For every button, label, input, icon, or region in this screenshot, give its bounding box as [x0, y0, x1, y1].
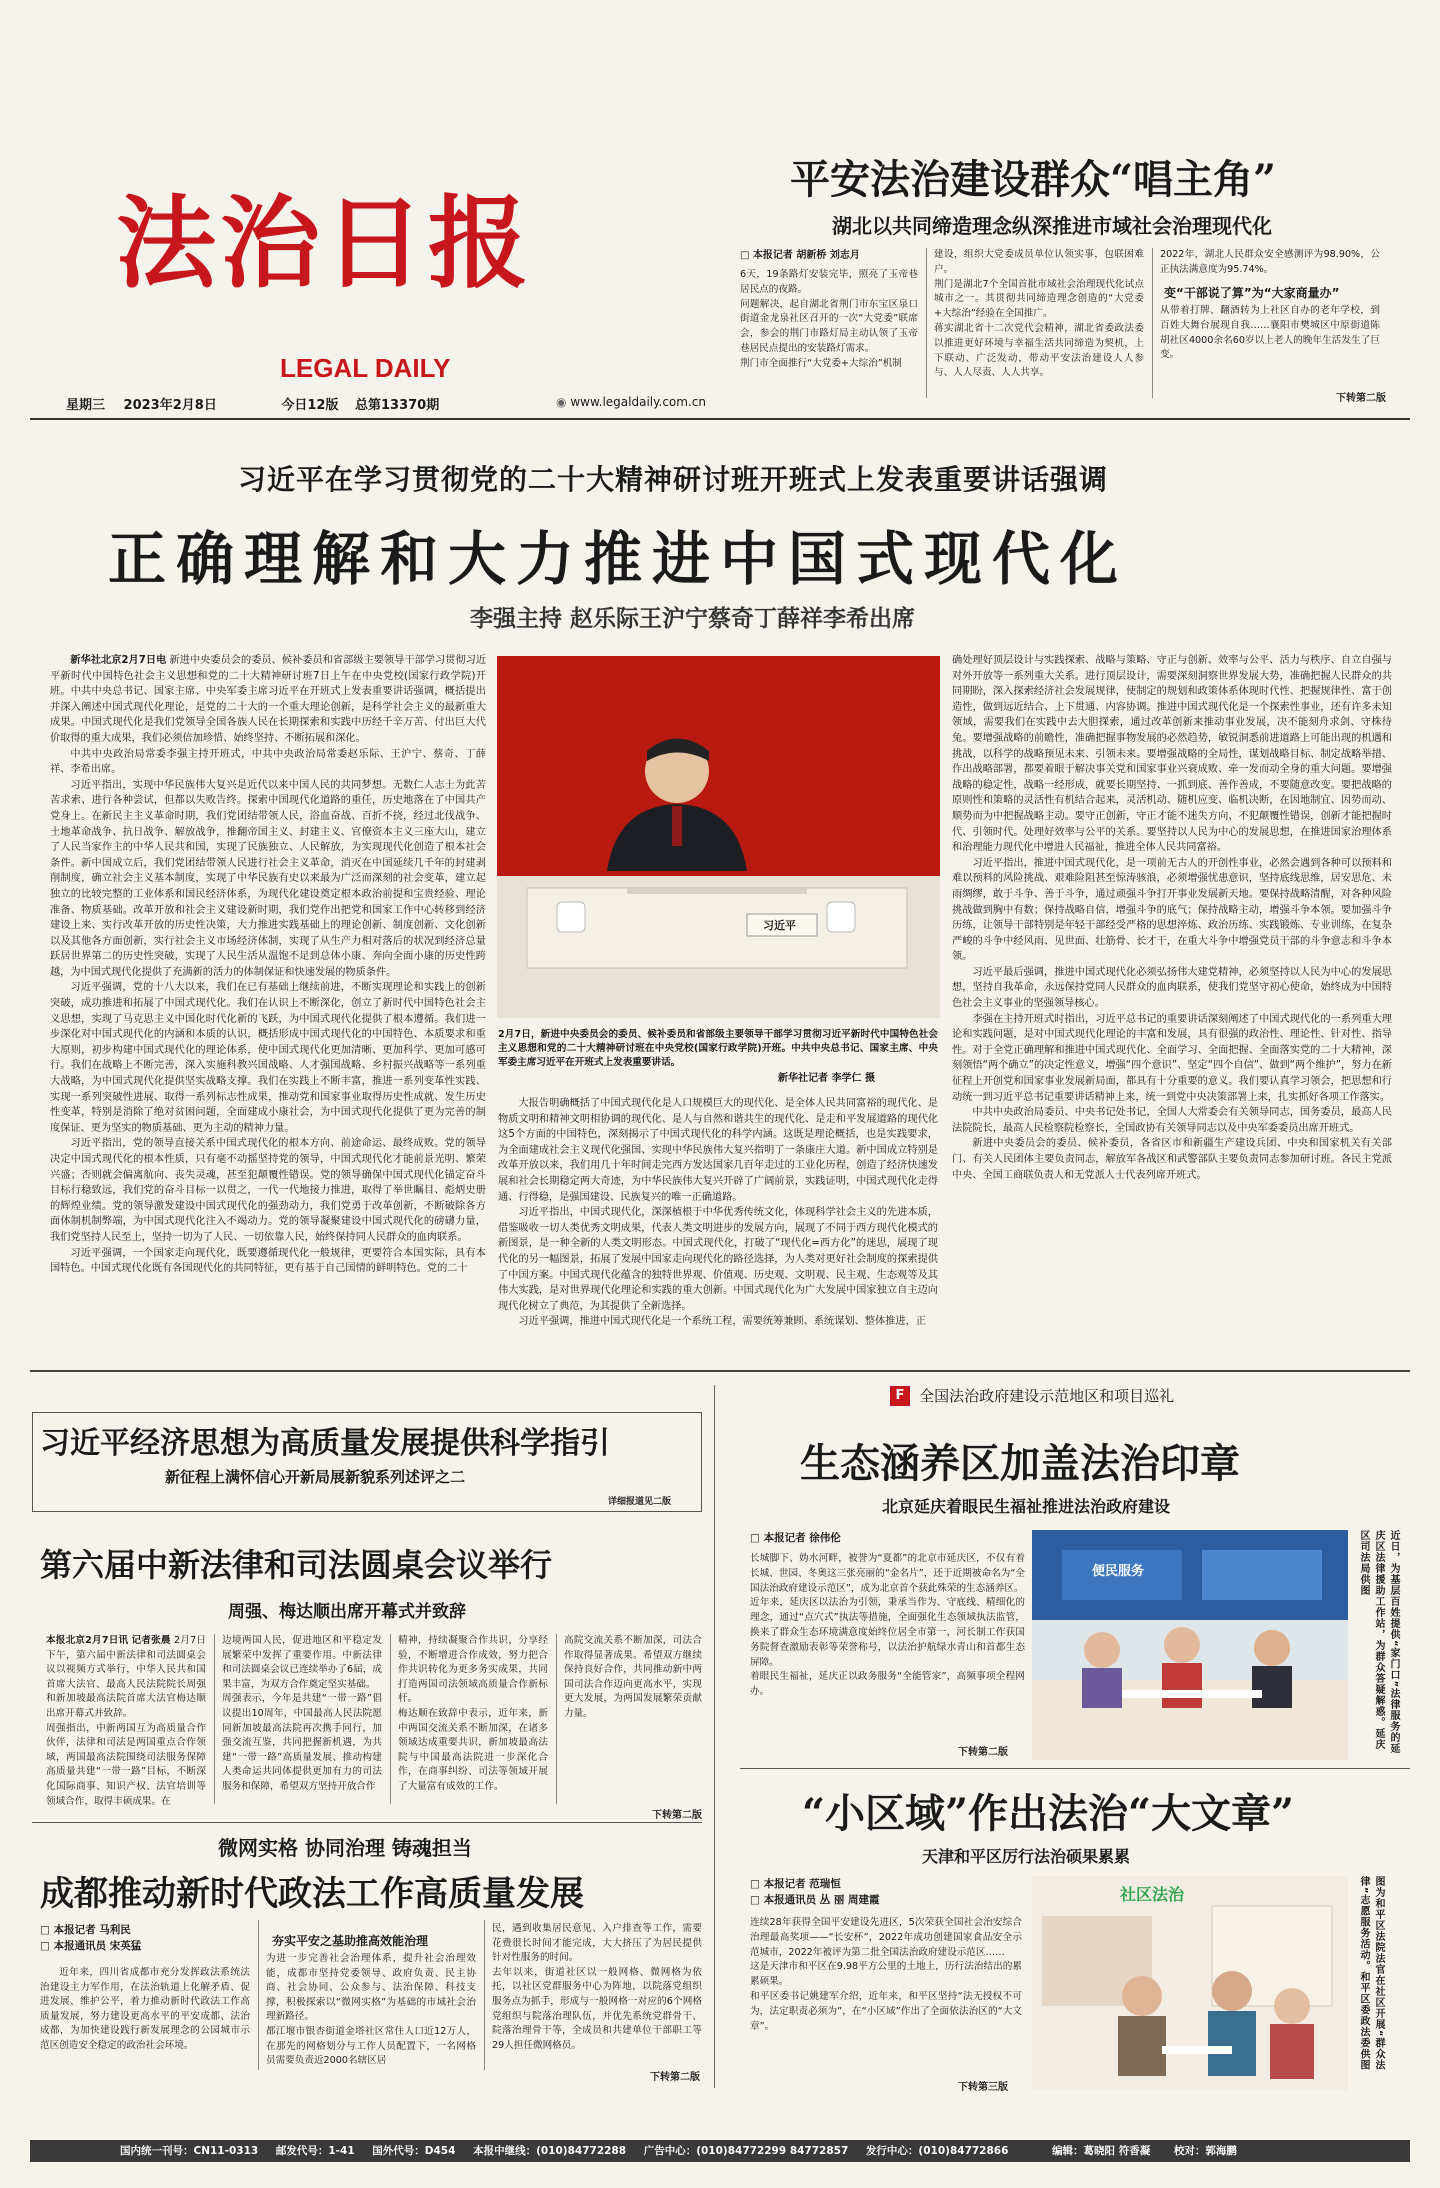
top-story-col3a: 2022年，湖北人民群众安全感测评为98.90%，公正执法满意度为95.74%。: [1160, 249, 1380, 275]
issue-date: 2023年2月8日: [123, 398, 217, 413]
globe-icon: ◉: [556, 395, 567, 409]
chengdu-jump[interactable]: 下转第二版: [650, 2072, 700, 2083]
footer-cn: 国内统一刊号：CN11-0313: [120, 2145, 259, 2157]
section-rule: [740, 1768, 1410, 1769]
website-link[interactable]: [556, 395, 706, 409]
yanqing-text: 长城脚下、妫水河畔，被誉为“夏都”的北京市延庆区，不仅有着长城、世园、冬奥这三张亮丽的“金名片”，还于近期被命名为“全国法治政府建设示范区”，成为北京首个获此殊荣的生态涵养区。 近年来，延庆区以法治为引领，秉承当作为、守底线、精细化的理念，通过“点穴式”执法等措施，全面强化生态领域执法监管，换来了群众生态环境满意度始终位居全市第一，河长制工作获国务院督查激励表彰等荣誉称号，以法治护航绿水青山和首都生态屏障。 着眼民生福祉，延庆正以政务服务“全能管家”，高频事项全程网办。: [750, 1553, 1025, 1698]
roundtable-col1: [46, 1634, 206, 1809]
main-kicker: 习近平在学习贯彻党的二十大精神研讨班开班式上发表重要讲话强调: [238, 463, 1109, 496]
top-story-col3b: 从带着打牌、翻酒转为上社区自办的老年学校，到百姓大舞台展现自我……襄阳市樊城区中原街道陈胡社区4000余名60岁以上老人的晚年生活发生了巨变。: [1160, 305, 1380, 361]
footer-distribution: 发行中心：(010)84772866: [865, 2145, 1009, 2157]
top-story-col1: 6天，19条路灯安装完毕，照亮了玉帝巷居民点的夜路。 问题解决，起自湖北省荆门市东宝区泉口街道金龙泉社区召开的一次“大党委”联席会，参会的荆门市路灯局主动认领了玉帝巷居民点提出的安装路灯需求。 荆门市全面推行“大党委+大综治”机制: [740, 269, 918, 369]
main-paragraph: 习近平指出，推进中国式现代化，是一项前无古人的开创性事业，必然会遇到各种可以预料和难以预料的风险挑战、艰难险阻甚至惊涛骇浪，必须增强忧患意识，坚持底线思维，居安思危、未雨绸缪，敢于斗争、善于斗争，通过顽强斗争打开事业发展新天地。要保持战略清醒，对各种风险挑战做到胸中有数；保持战略自信，增强斗争的底气；保持战略主动，增强斗争本领。要加强斗争历练，让领导干部特别是年轻干部经受严格的思想淬炼、政治历练、实践锻炼、专业训练，在复杂严峻的斗争中经风雨、见世面、壮筋骨、长才干，在重大斗争中增强党员干部的斗争意志和斗争本领。: [952, 857, 1392, 963]
top-story-title[interactable]: 平安法治建设群众“唱主角”: [790, 156, 1277, 203]
main-photo-caption: 2月7日，新进中央委员会的委员、候补委员和省部级主要领导干部学习贯彻习近平新时代中国特色社会主义思想和党的二十大精神研讨班在中央党校(国家行政学院)开班。中共中央总书记、国家主席、中央军委主席习近平在开班式上发表重要讲话。: [498, 1029, 938, 1068]
footer-editors: 编辑：葛晓阳 符香凝: [1052, 2145, 1151, 2157]
photo-banner-text: 便民服务: [1092, 1564, 1145, 1579]
chengdu-byline2: □ 本报通讯员 宋英猛: [40, 1940, 142, 1952]
heping-byline2: □ 本报通讯员 丛 丽 周建霞: [750, 1894, 880, 1906]
dateline: 本报北京2月7日讯: [46, 1635, 129, 1646]
roundtable-title[interactable]: 第六届中新法律和司法圆桌会议举行: [40, 1546, 553, 1584]
paragraph-text: 新进中央委员会的委员、候补委员和省部级主要领导干部学习贯彻习近平新时代中国特色社会主义思想和党的二十大精神研讨班7日上午在中央党校(国家行政学院)开班。中共中央总书记、国家主席、中央军委主席习近平在开班式上发表重要讲话强调，概括提出并深入阐述中国式现代化理论，是党的二十大的一个重大理论创新，是科学社会主义的最新重大成果。中国式现代化是我们党领导全国各族人民在长期探索和实践中历经千辛万苦、付出巨大代价取得的重大成果，我们必须倍加珍惜、始终坚持、不断拓展和深化。: [50, 655, 486, 744]
yanqing-jump[interactable]: 下转第二版: [958, 1747, 1008, 1758]
section-rule: [30, 1370, 1410, 1372]
footer-postcode: 邮发代号：1-41: [275, 2145, 355, 2157]
series-banner: [890, 1385, 1174, 1406]
heping-title[interactable]: “小区域”作出法治“大文章”: [802, 1790, 1295, 1837]
reporter: 记者张晨: [131, 1635, 171, 1646]
page-count: 今日12版: [281, 398, 339, 413]
yanqing-photo-caption: 近日，为基层百姓提供“家门口”法律服务的延庆区法律援助工作站，为群众答疑解惑。延庆区司法局供图: [1358, 1530, 1399, 1755]
issue-number: 总第13370期: [354, 398, 440, 413]
chengdu-kicker: 微网实格 协同治理 铸魂担当: [218, 1836, 472, 1860]
col-divider: [258, 1920, 259, 2070]
col-divider: [484, 1920, 485, 2070]
footer-bar: [30, 2140, 1410, 2162]
top-story-byline: □ 本报记者 胡新桥 刘志月: [740, 250, 860, 261]
yanqing-subtitle: 北京延庆着眼民生福祉推进法治政府建设: [882, 1497, 1171, 1516]
main-paragraph: 确处理好顶层设计与实践探索、战略与策略、守正与创新、效率与公平、活力与秩序、自立自强与对外开放等一系列重大关系。进行顶层设计，需要深刻洞察世界发展大势，准确把握人民群众的共同期盼，深入探索经济社会发展规律，使制定的规划和政策体系体现时代性、把握规律性、富于创造性，做到远近结合、上下贯通、内容协调。推进中国式现代化是一个探索性事业，还有许多未知领域，需要我们在实践中去大胆探索，通过改革创新来推动事业发展，决不能刻舟求剑、守株待兔。要增强战略的前瞻性，准确把握事物发展的必然趋势，敏锐洞悉前进道路上可能出现的机遇和挑战，以科学的战略预见未来、引领未来。要增强战略的全局性，谋划战略目标、制定战略举措、作出战略部署，都要着眼于解决事关党和国家事业兴衰成败、牵一发而动全身的重大问题。要增强战略的稳定性，战略一经形成，就要长期坚持、一抓到底、善作善成，不要随意改变。要把战略的原则性和策略的灵活性有机结合起来，灵活机动、随机应变、临机决断，在因地制宜、因势而动、顺势而为中把握战略主动。要守正创新，守正才能不迷失方向、不犯颠覆性错误，创新才能把握时代、引领时代。处理好效率与公平的关系。要坚持以人民为中心的发展思想，在推进国家治理体系和治理能力现代化中增进人民福祉，推进全体人民共同富裕。: [952, 655, 1392, 854]
main-paragraph: 习近平强调，党的十八大以来，我们在已有基础上继续前进，不断实现理论和实践上的创新突破，成功推进和拓展了中国式现代化。我们在认识上不断深化，创立了新时代中国特色社会主义思想，实现了马克思主义中国化时代化新的飞跃，为中国式现代化提供了根本遵循。我们进一步深化对中国式现代化的内涵和本质的认识，概括形成中国式现代化的中国特色、本质要求和重大原则，初步构建中国式现代化的理论体系，使中国式现代化更加清晰、更加科学、更加可感可行。我们在战略上不断完善，深入实施科教兴国战略、人才强国战略、乡村振兴战略等一系列重大战略，为中国式现代化提供坚实战略支撑。我们在实践上不断丰富，推进一系列变革性实践、实现一系列突破性进展、取得一系列标志性成果，推动党和国家事业取得历史性成就、发生历史性变革，特别是消除了绝对贫困问题，全面建成小康社会，为中国式现代化提供了更为完善的制度保证、更为坚实的物质基础、更为主动的精神力量。: [50, 982, 486, 1134]
roundtable-subtitle: 周强、梅达顺出席开幕式并致辞: [228, 1602, 466, 1622]
commentary-subtitle: 新征程上满怀信心开新局展新貌系列述评之二: [165, 1468, 466, 1486]
yanqing-title[interactable]: 生态涵养区加盖法治印章: [800, 1440, 1240, 1487]
speaker-illustration: [497, 656, 940, 1018]
main-headline[interactable]: 正确理解和大力推进中国式现代化: [108, 525, 1129, 593]
main-paragraph: 习近平指出，实现中华民族伟大复兴是近代以来中国人民的共同梦想。无数仁人志士为此苦苦求索、进行各种尝试，但都以失败告终。探索中国现代化道路的重任，历史地落在了中国共产党身上。在新民主主义革命时期，我们党团结带领人民，浴血奋战、百折不挠，经过北伐战争、土地革命战争、抗日战争、解放战争，推翻帝国主义、封建主义、官僚资本主义三座大山，建立了人民当家作主的中华人民共和国，实现了民族独立、人民解放，为实现现代化创造了根本社会条件。新中国成立后，我们党团结带领人民进行社会主义革命，消灭在中国延续几千年的封建剥削制度，确立社会主义基本制度，实现了中华民族有史以来最为广泛而深刻的社会变革，建立起独立的比较完整的工业体系和国民经济体系，为现代化建设奠定根本政治前提和宝贵经验、理论准备、物质基础。改革开放和社会主义建设新时期，我们党作出把党和国家工作中心转移到经济建设上来、实行改革开放的历史性决策，大力推进实践基础上的理论创新、制度创新、文化创新以及其他各方面创新，实行社会主义市场经济体制，实现了从生产力相对落后的状况到经济总量跃居世界第二的历史性突破，实现了人民生活从温饱不足到总体小康、奔向全面小康的历史性跨越，为中国式现代化提供了充满新的活力的体制保证和快速发展的物质条件。: [50, 779, 486, 978]
col-divider: [1152, 248, 1153, 398]
main-photo-credit: 新华社记者 李学仁 摄: [778, 1073, 875, 1084]
roundtable-jump[interactable]: 下转第二版: [652, 1810, 702, 1821]
col-divider: [214, 1634, 215, 1804]
main-col1: [50, 653, 486, 1277]
masthead-info: [66, 394, 439, 413]
masthead-logo: 法治日报: [116, 184, 532, 302]
main-photo: [497, 656, 940, 1018]
col-divider: [926, 248, 927, 398]
main-paragraph: [50, 653, 486, 747]
main-paragraph: 习近平最后强调，推进中国式现代化必须弘扬伟大建党精神，必须坚持以人民为中心的发展思想，坚持自我革命，永远保持党同人民群众的血肉联系，使我们党坚守初心使命，始终成为中国特色社会主义事业的坚强领导核心。: [952, 966, 1392, 1010]
masthead-english: LEGAL DAILY: [280, 353, 451, 383]
main-paragraph: 大报告明确概括了中国式现代化是人口规模巨大的现代化、是全体人民共同富裕的现代化、是物质文明和精神文明相协调的现代化、是人与自然和谐共生的现代化、是走和平发展道路的现代化这5个方面的中国特色，深刻揭示了中国式现代化的科学内涵。这既是理论概括，也是实践要求，为全面建成社会主义现代化强国、实现中华民族伟大复兴指明了一条康庄大道。新中国成立特别是改革开放以来，我们用几十年时间走完西方发达国家几百年走过的工业化历程，创造了经济快速发展和社会长期稳定两大奇迹，为中华民族伟大复兴开辟了广阔前景，实践证明，中国式现代化走得通、行得稳，是强国建设、民族复兴的唯一正确道路。: [498, 1098, 938, 1203]
section-rule: [32, 1822, 702, 1823]
main-paragraph: 李强在主持开班式时指出，习近平总书记的重要讲话深刻阐述了中国式现代化的一系列重大理论和实践问题，是对中国式现代化理论的丰富和发展，具有很强的政治性、理论性、针对性、指导性。对于全党正确理解和推进中国式现代化、全面学习、全面把握、全面落实党的二十大精神，深刻领悟“两个确立”的决定性意义，增强“四个意识”、坚定“四个自信”、做到“两个维护”，努力在新征程上开创党和国家事业发展新局面，都具有十分重要的意义。我们要认真学习领会，把思想和行动统一到习近平总书记重要讲话精神上来，统一到党中央决策部署上来，扎实抓好各项工作落实。: [952, 1013, 1392, 1103]
column-divider: [714, 1385, 715, 2088]
yanqing-photo: [1032, 1530, 1348, 1760]
heping-photo-caption: 图为和平区法院法官在社区开展“群众法律”志愿服务活动。和平区委政法委供图: [1358, 1876, 1384, 2071]
photo-banner-text: 社区法治: [1120, 1885, 1185, 1904]
heping-byline1: □ 本报记者 范瑞恒: [750, 1878, 841, 1890]
service-desk-illustration: [1032, 1530, 1348, 1760]
series-icon: F: [890, 1386, 910, 1406]
top-story-subhead: 变“干部说了算”为“大家商量办”: [1164, 286, 1340, 300]
chengdu-col1: 近年来，四川省成都市充分发挥政法系统法治建设主力军作用，在法治轨道上化解矛盾、促进发展、维护公平，着力推动新时代政法工作高质量发展，努力建设更高水平的平安成都、法治成都，为加快建设践行新发展理念的公园城市示范区创造安全稳定的政治社会环境。: [40, 1967, 250, 2051]
chengdu-title[interactable]: 成都推动新时代政法工作高质量发展: [40, 1874, 584, 1914]
website-text: www.legaldaily.com.cn: [570, 395, 706, 409]
masthead-rule: [30, 418, 1410, 420]
chengdu-byline1: □ 本报记者 马利民: [40, 1924, 131, 1936]
commentary-title[interactable]: 习近平经济思想为高质量发展提供科学指引: [40, 1426, 610, 1461]
paragraph-text: 2月7日下午，第六届中新法律和司法圆桌会议以视频方式举行，中华人民共和国首席大法官、最高人民法院院长周强和新加坡最高法院首席大法官梅达顺出席开幕式并致辞。 周强指出，中新两国互为高质量合作伙伴，法律和司法是两国重点合作领域，两国最高法院围绕司法服务保障高质量共建“一带一路”目标，不断深化国际商事、知识产权、法官培训等领域合作，取得丰硕成果。在: [46, 1635, 206, 1807]
chengdu-col2: 为进一步完善社会治理体系，提升社会治理效能，成都市坚持党委领导、政府负责、民主协商、社会协同、公众参与、法治保障、科技支撑，积极探索以“微网实格”为基础的市域社会治理新路径。 都江堰市银杏街道金塔社区常住人口近12万人，在那先的网格划分与工作人员配置下，一名网格员需要负责近2000名辖区居: [266, 1953, 476, 2067]
main-paragraph: 中共中央政治局常委李强主持开班式，中共中央政治局常委赵乐际、王沪宁、蔡奇、丁薛祥、李希出席。: [50, 748, 486, 776]
main-paragraph: 习近平指出，党的领导直接关系中国式现代化的根本方向、前途命运、最终成败。党的领导决定中国式现代化的根本性质，只有毫不动摇坚持党的领导，中国式现代化才能前景光明、繁荣兴盛；否则就会偏离航向、丧失灵魂，甚至犯颠覆性错误。党的领导确保中国式现代化锚定奋斗目标行稳致远，我们党的奋斗目标一以贯之，一代一代地接力推进，取得了举世瞩目、彪炳史册的辉煌业绩。党的领导激发建设中国式现代化的强劲动力，我们党勇于改革创新，不断破除各方面体制机制弊端，为中国式现代化注入不竭动力。党的领导凝聚建设中国式现代化的磅礴力量，我们党坚持人民至上，坚持一切为了人民、一切依靠人民，始终保持同人民群众的血肉联系。: [50, 1138, 486, 1243]
main-paragraph: 中共中央政治局委员、中央书记处书记，全国人大常委会有关领导同志，国务委员，最高人民法院院长，最高人民检察院检察长，全国政协有关领导同志以及中央军委委员出席开班式。: [952, 1107, 1392, 1134]
chengdu-subhead: 夯实平安之基助推高效能治理: [272, 1934, 429, 1948]
yanqing-byline: □ 本报记者 徐伟伦: [750, 1532, 841, 1544]
footer-intl: 国外代号：D454: [372, 2145, 456, 2157]
community-illustration: [1032, 1876, 1348, 2090]
series-label: 全国法治政府建设示范地区和项目巡礼: [919, 1387, 1175, 1405]
top-story-col2: 建设，组织大党委成员单位认领实事，包联困难户。 荆门是湖北7个全国首批市域社会治理现代化试点城市之一。其贯彻共同缔造理念创造的“大党委+大综治”经验在全国推广。 蒋实湖北省十二次党代会精神，湖北省委政法委以推进更好环境与幸福生活共同缔造为契机，上下联动、广泛发动，带动平安法治建设人人参与、人人尽责、人人共享。: [934, 249, 1144, 379]
main-paragraph: 习近平强调，推进中国式现代化是一个系统工程，需要统筹兼顾、系统谋划、整体推进，正: [518, 1316, 926, 1328]
heping-text: 连续28年获得全国平安建设先进区，5次荣获全国社会治安综合治理最高奖项——“长安杯”，2022年成功创建国家食品安全示范城市，2022年被评为第二批全国法治政府建设示范区…… 这是天津市和平区在9.98平方公里的土地上，历行法治结出的累累硕果。 和平区委书记姚建军介绍，近年来，和平区坚持“法无授权不可为，法定职责必须为”，在“小区域”作出了全面依法治区的“大文章”。: [750, 1917, 1022, 2032]
col-divider: [556, 1634, 557, 1804]
main-paragraph: 新进中央委员会的委员、候补委员，各省区市和新疆生产建设兵团、中央和国家机关有关部门、有关人民团体主要负责同志，解放军各战区和武警部队主要负责同志参加研讨班。各民主党派中央、全国工商联负责人和无党派人士代表列席开班式。: [952, 1138, 1392, 1181]
heping-subtitle: 天津和平区厉行法治硕果累累: [922, 1847, 1131, 1866]
commentary-jump[interactable]: 详细报道见二版: [608, 1497, 672, 1507]
weekday: 星期三: [66, 398, 106, 413]
top-story-subtitle: 湖北以共同缔造理念纵深推进市域社会治理现代化: [832, 214, 1272, 238]
col-divider: [390, 1634, 391, 1804]
roundtable-col4: 高院交流关系不断加深，司法合作取得显著成果。希望双方继续保持良好合作，共同推动新中两国司法合作迈向更高水平，实现更大发展，为两国发展繁荣贡献力量。: [564, 1635, 702, 1719]
main-subtitle: 李强主持 赵乐际王沪宁蔡奇丁薛祥李希出席: [470, 606, 916, 632]
main-paragraph: 习近平指出，中国式现代化，深深植根于中华优秀传统文化，体现科学社会主义的先进本质，借鉴吸收一切人类优秀文明成果，代表人类文明进步的发展方向，展现了不同于西方现代化模式的新图景，是一种全新的人类文明形态。中国式现代化，打破了“现代化=西方化”的迷思，展现了现代化的另一幅图景，拓展了发展中国家走向现代化的路径选择，为人类对更好社会制度的探索提供了中国方案。中国式现代化蕴含的独特世界观、价值观、历史观、文明观、民主观、生态观等及其伟大实践，是对世界现代化理论和实践的重大创新。中国式现代化为广大发展中国家独立自主迈向现代化树立了典范，为其提供了全新选择。: [498, 1207, 938, 1312]
heping-jump[interactable]: 下转第三版: [958, 2082, 1008, 2093]
main-col3: [952, 653, 1392, 1183]
heping-photo: [1032, 1876, 1348, 2090]
main-paragraph: 习近平强调，一个国家走向现代化，既要遵循现代化一般规律，更要符合本国实际，具有本国特色。中国式现代化既有各国现代化的共同特征，更有基于自己国情的鲜明特色。党的二十: [50, 1247, 486, 1275]
roundtable-col2: 边境两国人民，促进地区和平稳定发展繁荣中发挥了重要作用。中新法律和司法圆桌会议已连续举办了6届，成果丰富，为双方合作奠定坚实基础。 周强表示，今年是共建“一带一路”倡议提出10周年，中国最高人民法院愿同新加坡最高法院再次携手同行，加强交流互鉴，共同把握新机遇，为共建“一带一路”高质量发展、推动构建人类命运共同体提供更加有力的司法服务和保障，希望双方坚持开放合作: [222, 1635, 382, 1792]
top-story-jump[interactable]: 下转第二版: [1336, 393, 1386, 404]
footer-hotline: 本报中继线：(010)84772288: [473, 2145, 627, 2157]
chengdu-col3: 民，遇到收集居民意见、入户排查等工作，需要花费很长时间才能完成，大大挤压了为居民提供针对性服务的时间。 去年以来，街道社区以一般网格、微网格为依托，以社区党群服务中心为阵地，以院落党组织服务点为抓手，形成与一般网格一对应的6个网格党组织与院落治理队伍，并优先系统党群骨干、院落治理骨干等，全成员和共建单位干部职工等29人担任微网格员。: [492, 1923, 702, 2051]
footer-ads: 广告中心：(010)84772299 84772857: [643, 2145, 849, 2157]
dateline: 新华社北京2月7日电: [70, 655, 167, 666]
footer-proof: 校对：郭海鹏: [1173, 2145, 1237, 2157]
nameplate-text: 习近平: [763, 919, 796, 932]
roundtable-col3: 精神，持续凝聚合作共识，分享经验，不断增进合作成效，努力把合作共识转化为更多务实成果，共同打造两国司法领域高质量合作新标杆。 梅达顺在致辞中表示，近年来，新中两国交流关系不断加深，在诸多领域达成重要共识，新加坡最高法院与中国最高法院进一步深化合作，在商事纠纷、司法等领域开展了大量富有成效的工作。: [398, 1635, 548, 1792]
main-col2: [498, 1096, 938, 1330]
